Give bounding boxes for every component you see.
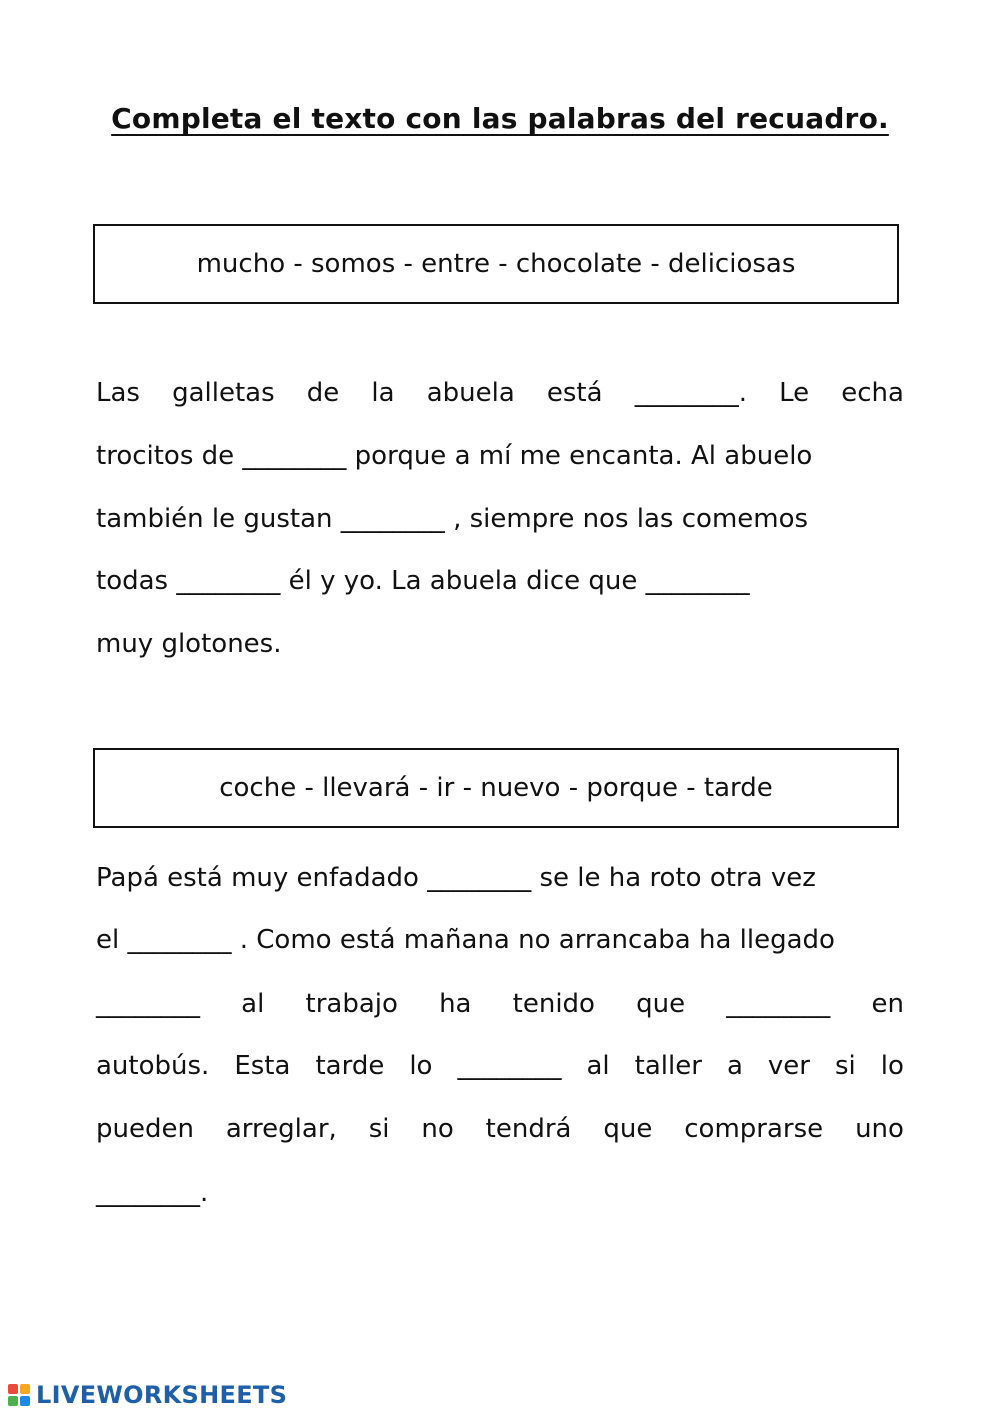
text-segment: autobús. bbox=[96, 1051, 210, 1081]
text-line bbox=[96, 565, 904, 597]
text-line bbox=[96, 1113, 904, 1145]
text-segment: todas ________ él y yo. La abuela dice que ________ bbox=[96, 566, 750, 596]
text-segment: arreglar, bbox=[225, 1114, 337, 1144]
text-line bbox=[96, 628, 904, 660]
text-segment: taller bbox=[634, 1051, 702, 1081]
text-segment: ________ bbox=[726, 989, 831, 1019]
text-segment: ver bbox=[767, 1051, 810, 1081]
text-segment: ________. bbox=[96, 1178, 209, 1208]
word-box-2 bbox=[93, 748, 899, 828]
text-segment: galletas bbox=[172, 378, 275, 408]
text-segment: en bbox=[871, 989, 904, 1019]
text-segment: lo bbox=[880, 1051, 904, 1081]
text-segment: de bbox=[306, 378, 340, 408]
text-segment: si bbox=[835, 1051, 856, 1081]
text-segment: ________ bbox=[96, 989, 200, 1019]
text-segment: si bbox=[368, 1114, 390, 1144]
text-segment: ha bbox=[439, 989, 472, 1019]
text-segment: Las bbox=[96, 378, 140, 408]
text-line bbox=[96, 862, 904, 894]
text-line bbox=[96, 924, 904, 956]
text-segment: lo bbox=[409, 1051, 433, 1081]
text-segment: el ________ . Como está mañana no arrancaba ha llegado bbox=[96, 925, 835, 955]
text-segment: tendrá bbox=[485, 1114, 572, 1144]
text-segment: a bbox=[726, 1051, 743, 1081]
text-line bbox=[96, 1177, 904, 1209]
text-segment: tenido bbox=[512, 989, 595, 1019]
text-segment: muy glotones. bbox=[96, 629, 282, 659]
text-segment: ________. bbox=[634, 378, 747, 408]
text-line bbox=[96, 440, 904, 472]
text-line bbox=[96, 377, 904, 409]
liveworksheets-logo-icon bbox=[8, 1384, 30, 1406]
text-segment: está bbox=[546, 378, 603, 408]
text-segment: al bbox=[241, 989, 265, 1019]
text-segment: no bbox=[421, 1114, 454, 1144]
liveworksheets-logo bbox=[8, 1380, 287, 1410]
text-segment: al bbox=[586, 1051, 610, 1081]
text-segment: pueden bbox=[96, 1114, 194, 1144]
text-segment: Le bbox=[779, 378, 810, 408]
text-segment: trocitos de ________ porque a mí me encanta. Al abuelo bbox=[96, 441, 813, 471]
text-segment: Papá está muy enfadado ________ se le ha roto otra vez bbox=[96, 863, 816, 893]
word-box-2-text: coche - llevará - ir - nuevo - porque - tarde bbox=[219, 773, 773, 803]
text-segment: tarde bbox=[315, 1051, 385, 1081]
text-segment: la bbox=[371, 378, 395, 408]
text-segment: abuela bbox=[426, 378, 515, 408]
logo-text: LIVEWORKSHEETS bbox=[36, 1381, 288, 1409]
text-line bbox=[96, 988, 904, 1020]
text-segment: echa bbox=[841, 378, 904, 408]
text-line bbox=[96, 503, 904, 535]
text-segment: uno bbox=[855, 1114, 904, 1144]
word-box-1-text: mucho - somos - entre - chocolate - deliciosas bbox=[196, 249, 796, 279]
text-segment: ________ bbox=[457, 1051, 562, 1081]
text-segment: trabajo bbox=[305, 989, 398, 1019]
text-segment: también le gustan ________ , siempre nos las comemos bbox=[96, 504, 809, 534]
text-line bbox=[96, 1050, 904, 1082]
text-segment: Esta bbox=[234, 1051, 291, 1081]
text-segment: que bbox=[603, 1114, 653, 1144]
page-title: Completa el texto con las palabras del recuadro. bbox=[111, 102, 889, 135]
text-segment: que bbox=[636, 989, 686, 1019]
text-segment: comprarse bbox=[684, 1114, 824, 1144]
word-box-1 bbox=[93, 224, 899, 304]
